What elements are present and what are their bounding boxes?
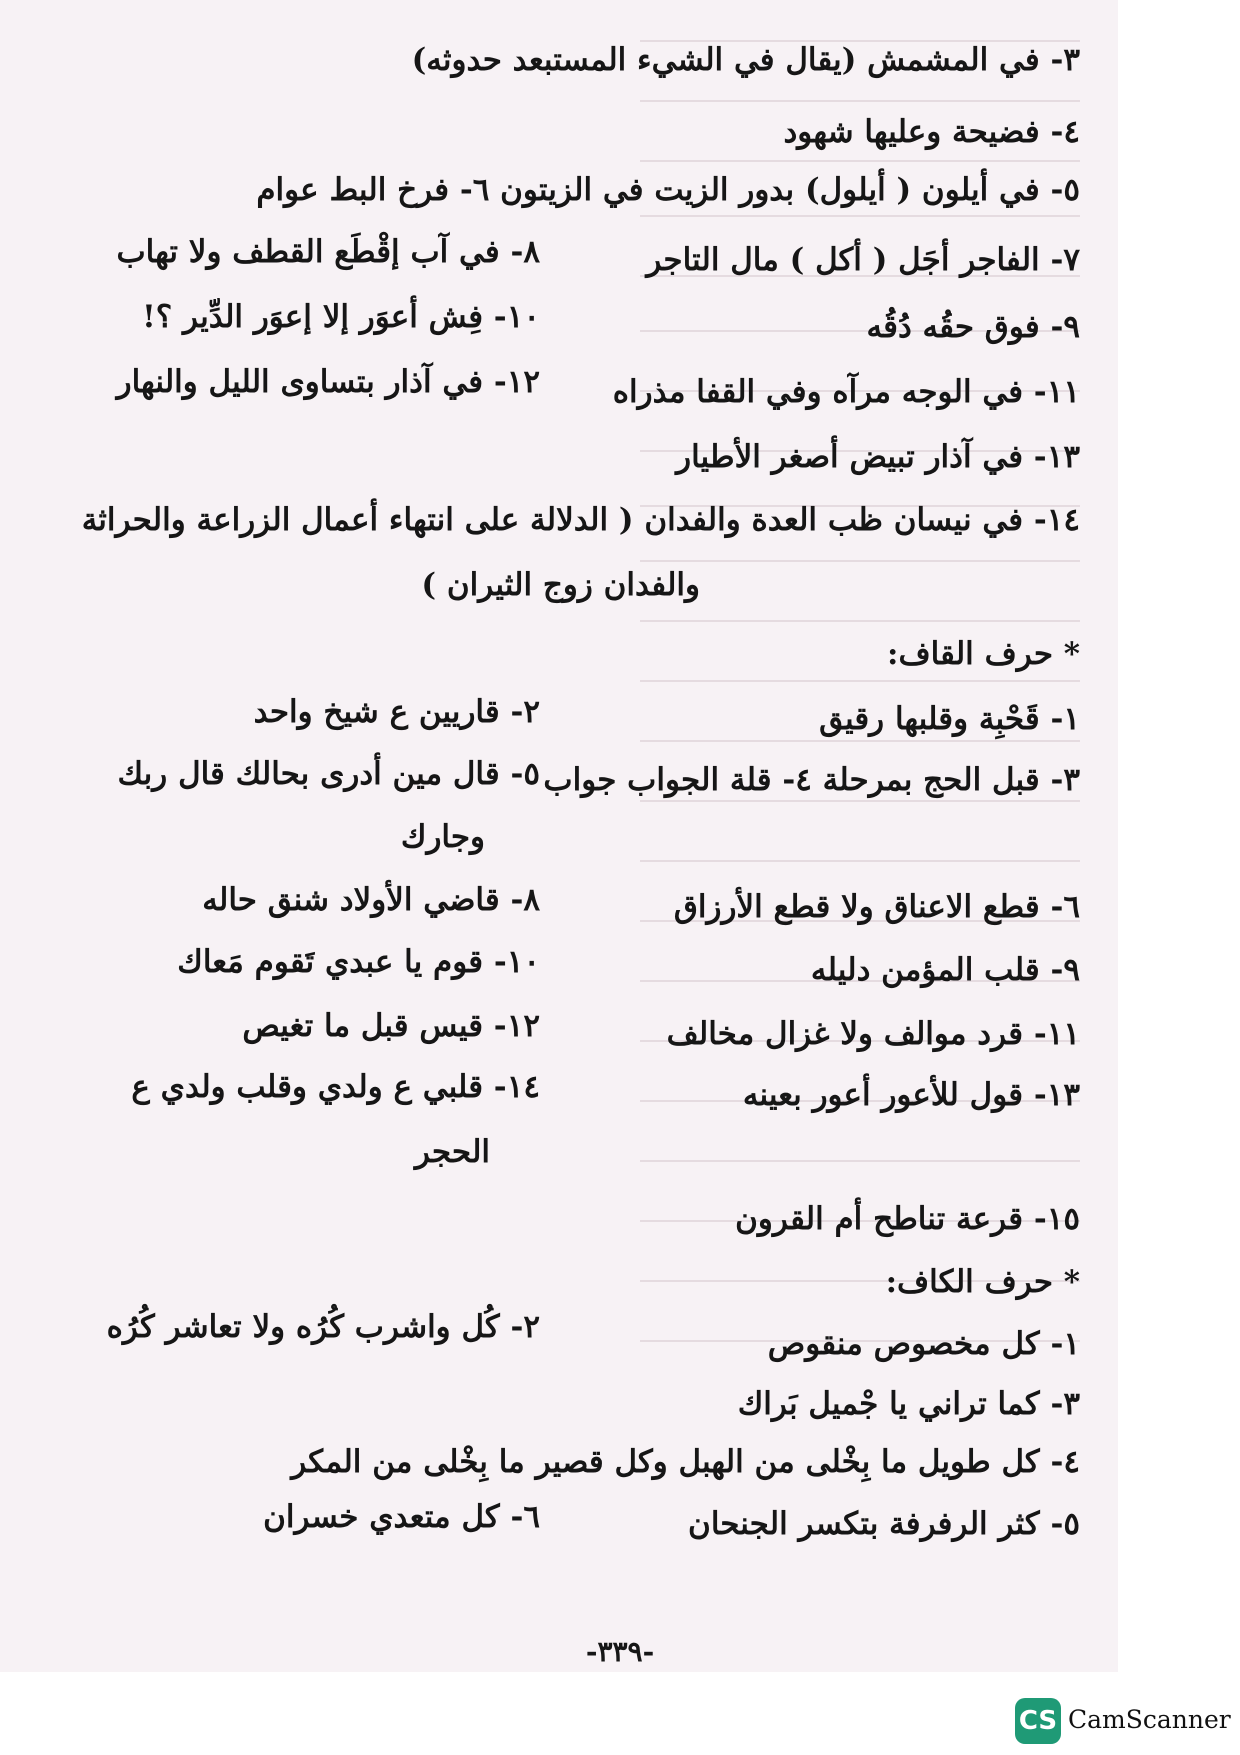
proverb-line: ٨- في آب إقْطَع القطف ولا تهاب [116,234,540,270]
proverb-line: ١٠- قوم يا عبدي تَقوم مَعاك [177,944,540,980]
proverb-line: ٢- كُل واشرب كُرُه ولا تعاشر كُرُه [106,1309,540,1345]
proverb-line: والفدان زوج الثيران ) [421,567,700,603]
proverb-line: ١٠- فِش أعوَر إلا إعوَر الدِّير ؟! [142,299,540,335]
proverb-line: ١٢- قيس قبل ما تغيص [242,1008,540,1044]
proverb-line: ٩- قلب المؤمن دليله [810,952,1080,988]
proverb-line: ١٣- قول للأعور أعور بعينه [742,1077,1080,1113]
proverb-line: ١١- قرد موالف ولا غزال مخالف [666,1016,1080,1052]
proverb-line: ١- قَحْبِة وقلبها رقيق [819,701,1080,737]
camscanner-logo-icon: CS [1015,1698,1061,1744]
proverb-line: ٣- كما تراني يا جْميل بَراك [737,1386,1080,1422]
proverb-line: ١١- في الوجه مرآه وفي القفا مذراه [612,374,1080,410]
proverb-line: ٦- قطع الاعناق ولا قطع الأرزاق [673,889,1080,925]
section-heading-kaf: * حرف الكاف: [885,1264,1080,1300]
proverb-line: ٨- قاضي الأولاد شنق حاله [202,882,540,918]
proverb-line: ٤- فضيحة وعليها شهود [783,114,1080,150]
proverb-line: الحجر [414,1134,490,1170]
proverb-line: ١٣- في آذار تبيض أصغر الأطيار [676,439,1080,475]
proverb-line: ٢- قاريين ع شيخ واحد [253,694,540,730]
proverb-line: ٩- فوق حقُه دُقُه [866,309,1080,345]
proverb-line: ٥- كثر الرفرفة بتكسر الجنحان [688,1506,1080,1542]
proverb-line: ١٢- في آذار بتساوى الليل والنهار [116,364,540,400]
proverb-line: وجارك [400,819,485,855]
proverb-line: ٥- قال مين أدرى بحالك قال ربك [117,756,540,792]
proverb-line: ٤- كل طويل ما بِخْلى من الهبل وكل قصير ما بِخْلى من المكر [291,1444,1080,1480]
proverb-line: ١- كل مخصوص منقوص [767,1326,1080,1362]
proverb-line: ٥- في أيلون ( أيلول) بدور الزيت في الزيتون ٦- فرخ البط عوام [256,172,1080,208]
page-number: -٣٣٩- [585,1635,655,1668]
proverb-line: ١٥- قرعة تناطح أم القرون [735,1201,1080,1237]
proverb-line: ٧- الفاجر أجَل ( أكل ) مال التاجر [646,242,1080,278]
proverb-line: ١٤- في نيسان ظب العدة والفدان ( الدلالة على انتهاء أعمال الزراعة والحراثة [81,502,1080,538]
section-heading-qaf: * حرف القاف: [887,636,1080,672]
proverb-line: ١٤- قلبي ع ولدي وقلب ولدي ع [131,1069,540,1105]
proverb-line: ٣- في المشمش (يقال في الشيء المستبعد حدوثه) [411,42,1080,78]
proverb-line: ٦- كل متعدي خسران [263,1499,540,1535]
camscanner-watermark: CamScanner [1068,1705,1231,1734]
proverb-line: ٣- قبل الحج بمرحلة ٤- قلة الجواب جواب [543,762,1080,798]
